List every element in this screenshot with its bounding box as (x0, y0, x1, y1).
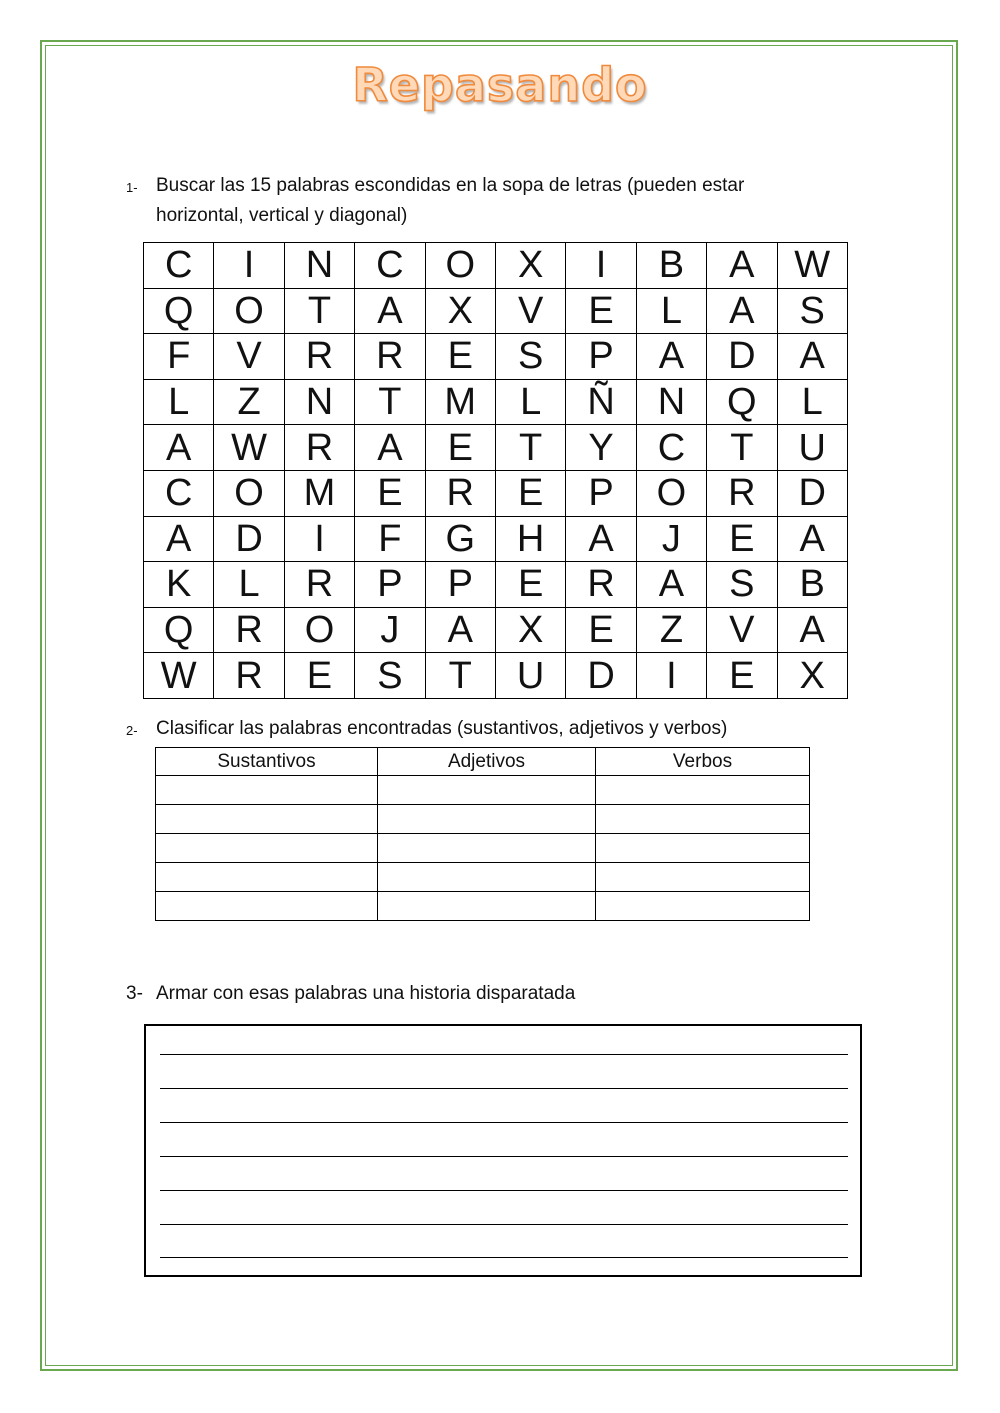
grid-letter[interactable]: S (777, 288, 847, 334)
grid-letter[interactable]: S (355, 653, 425, 699)
grid-row (144, 470, 848, 516)
writing-line[interactable] (160, 1224, 848, 1225)
story-writing-box[interactable] (144, 1024, 862, 1277)
grid-letter[interactable]: J (636, 516, 706, 562)
grid-letter[interactable]: I (636, 653, 706, 699)
cell-verbo[interactable] (596, 776, 810, 805)
grid-letter[interactable]: E (566, 607, 636, 653)
grid-letter[interactable]: S (707, 562, 777, 608)
writing-line[interactable] (160, 1257, 848, 1258)
grid-letter[interactable]: L (636, 288, 706, 334)
grid-letter[interactable]: Z (214, 379, 284, 425)
grid-letter[interactable]: I (566, 243, 636, 289)
grid-letter[interactable]: E (495, 562, 565, 608)
grid-letter[interactable]: A (355, 288, 425, 334)
header-adjetivos: Adjetivos (378, 748, 596, 776)
grid-letter[interactable]: R (214, 607, 284, 653)
grid-row (144, 425, 848, 471)
classification-header-row (156, 748, 810, 776)
grid-letter[interactable]: Q (144, 607, 214, 653)
header-verbos: Verbos (596, 748, 810, 776)
grid-letter[interactable]: I (214, 243, 284, 289)
grid-letter[interactable]: O (284, 607, 354, 653)
grid-letter[interactable]: D (707, 334, 777, 380)
grid-letter[interactable]: L (777, 379, 847, 425)
classification-row (156, 863, 810, 892)
grid-letter[interactable]: D (777, 470, 847, 516)
grid-letter[interactable]: P (425, 562, 495, 608)
grid-letter[interactable]: N (284, 379, 354, 425)
cell-verbo[interactable] (596, 892, 810, 921)
grid-letter[interactable]: A (777, 607, 847, 653)
cell-adjetivo[interactable] (378, 863, 596, 892)
word-search-grid (143, 242, 848, 699)
grid-letter[interactable]: A (707, 288, 777, 334)
grid-letter[interactable]: R (566, 562, 636, 608)
grid-letter[interactable]: L (214, 562, 284, 608)
writing-line[interactable] (160, 1156, 848, 1157)
grid-letter[interactable]: H (495, 516, 565, 562)
grid-letter[interactable]: A (425, 607, 495, 653)
grid-row (144, 607, 848, 653)
grid-letter[interactable]: Y (566, 425, 636, 471)
grid-letter[interactable]: R (425, 470, 495, 516)
grid-row (144, 653, 848, 699)
page-title: Repasando (352, 58, 648, 112)
grid-letter[interactable]: K (144, 562, 214, 608)
task-3-text: Armar con esas palabras una historia disparatada (156, 983, 576, 1004)
grid-letter[interactable]: D (214, 516, 284, 562)
grid-letter[interactable]: J (355, 607, 425, 653)
cell-verbo[interactable] (596, 863, 810, 892)
grid-letter[interactable]: N (636, 379, 706, 425)
grid-letter[interactable]: R (707, 470, 777, 516)
grid-letter[interactable]: X (495, 607, 565, 653)
grid-letter[interactable]: R (284, 562, 354, 608)
grid-letter[interactable]: E (355, 470, 425, 516)
grid-letter[interactable]: T (425, 653, 495, 699)
grid-letter[interactable]: Q (144, 288, 214, 334)
classification-row (156, 776, 810, 805)
grid-row (144, 562, 848, 608)
grid-letter[interactable]: T (707, 425, 777, 471)
grid-letter[interactable]: M (425, 379, 495, 425)
task-1-line-1: Buscar las 15 palabras escondidas en la sopa de letras (pueden estar (156, 175, 745, 196)
grid-letter[interactable]: E (425, 334, 495, 380)
grid-row (144, 243, 848, 289)
grid-letter[interactable]: E (707, 653, 777, 699)
cell-adjetivo[interactable] (378, 805, 596, 834)
grid-letter[interactable]: Q (707, 379, 777, 425)
grid-letter[interactable]: A (636, 334, 706, 380)
grid-letter[interactable]: R (284, 334, 354, 380)
grid-letter[interactable]: W (777, 243, 847, 289)
grid-letter[interactable]: A (355, 425, 425, 471)
grid-letter[interactable]: X (425, 288, 495, 334)
grid-letter[interactable]: R (355, 334, 425, 380)
grid-letter[interactable]: X (777, 653, 847, 699)
task-3-instruction (126, 979, 846, 1009)
grid-letter[interactable]: A (636, 562, 706, 608)
task-1-number: 1- (126, 180, 138, 195)
grid-letter[interactable]: O (214, 470, 284, 516)
grid-letter[interactable]: L (495, 379, 565, 425)
grid-letter[interactable]: W (214, 425, 284, 471)
grid-letter[interactable]: M (284, 470, 354, 516)
cell-adjetivo[interactable] (378, 834, 596, 863)
grid-letter[interactable]: A (144, 516, 214, 562)
grid-letter[interactable]: V (214, 334, 284, 380)
grid-letter[interactable]: G (425, 516, 495, 562)
task-2-number: 2- (126, 723, 138, 738)
grid-letter[interactable]: E (707, 516, 777, 562)
grid-letter[interactable]: A (144, 425, 214, 471)
grid-row (144, 334, 848, 380)
grid-letter[interactable]: O (425, 243, 495, 289)
task-3-number: 3- (126, 983, 143, 1004)
grid-row (144, 516, 848, 562)
cell-adjetivo[interactable] (378, 776, 596, 805)
grid-row (144, 379, 848, 425)
grid-letter[interactable]: W (144, 653, 214, 699)
cell-sustantivo[interactable] (156, 863, 378, 892)
grid-row (144, 288, 848, 334)
grid-letter[interactable]: O (636, 470, 706, 516)
classification-row (156, 892, 810, 921)
grid-letter[interactable]: U (777, 425, 847, 471)
writing-line[interactable] (160, 1088, 848, 1089)
grid-letter[interactable]: V (707, 607, 777, 653)
task-2-text: Clasificar las palabras encontradas (sustantivos, adjetivos y verbos) (156, 718, 728, 739)
header-sustantivos: Sustantivos (156, 748, 378, 776)
grid-letter[interactable]: P (355, 562, 425, 608)
grid-letter[interactable]: I (284, 516, 354, 562)
grid-letter[interactable]: R (214, 653, 284, 699)
grid-letter[interactable]: Z (636, 607, 706, 653)
task-1-line-2: horizontal, vertical y diagonal) (156, 205, 408, 226)
grid-letter[interactable]: R (284, 425, 354, 471)
grid-letter[interactable]: E (284, 653, 354, 699)
grid-letter[interactable]: E (425, 425, 495, 471)
grid-letter[interactable]: T (495, 425, 565, 471)
grid-letter[interactable]: P (566, 334, 636, 380)
grid-letter[interactable]: L (144, 379, 214, 425)
cell-verbo[interactable] (596, 805, 810, 834)
grid-letter[interactable]: O (214, 288, 284, 334)
writing-line[interactable] (160, 1054, 848, 1055)
grid-letter[interactable]: F (355, 516, 425, 562)
classification-row (156, 805, 810, 834)
grid-letter[interactable]: T (284, 288, 354, 334)
grid-letter[interactable]: C (636, 425, 706, 471)
cell-verbo[interactable] (596, 834, 810, 863)
cell-adjetivo[interactable] (378, 892, 596, 921)
grid-letter[interactable]: B (777, 562, 847, 608)
grid-letter[interactable]: F (144, 334, 214, 380)
grid-letter[interactable]: N (284, 243, 354, 289)
grid-letter[interactable]: B (636, 243, 706, 289)
grid-letter[interactable]: T (355, 379, 425, 425)
classification-table (155, 747, 810, 921)
grid-letter[interactable]: E (495, 470, 565, 516)
grid-letter[interactable]: A (777, 516, 847, 562)
grid-letter[interactable]: U (495, 653, 565, 699)
grid-letter[interactable]: E (566, 288, 636, 334)
grid-letter[interactable]: C (144, 470, 214, 516)
cell-sustantivo[interactable] (156, 892, 378, 921)
grid-letter[interactable]: P (566, 470, 636, 516)
grid-letter[interactable]: S (495, 334, 565, 380)
task-2-instruction (126, 714, 846, 744)
grid-letter[interactable]: A (707, 243, 777, 289)
task-1-instruction (126, 171, 846, 231)
writing-line[interactable] (160, 1190, 848, 1191)
grid-letter[interactable]: V (495, 288, 565, 334)
cell-sustantivo[interactable] (156, 805, 378, 834)
writing-line[interactable] (160, 1122, 848, 1123)
grid-letter[interactable]: A (777, 334, 847, 380)
grid-letter[interactable]: C (144, 243, 214, 289)
grid-letter[interactable]: A (566, 516, 636, 562)
grid-letter[interactable]: X (495, 243, 565, 289)
grid-letter[interactable]: D (566, 653, 636, 699)
cell-sustantivo[interactable] (156, 776, 378, 805)
grid-letter[interactable]: C (355, 243, 425, 289)
grid-letter[interactable]: Ñ (566, 379, 636, 425)
cell-sustantivo[interactable] (156, 834, 378, 863)
classification-row (156, 834, 810, 863)
